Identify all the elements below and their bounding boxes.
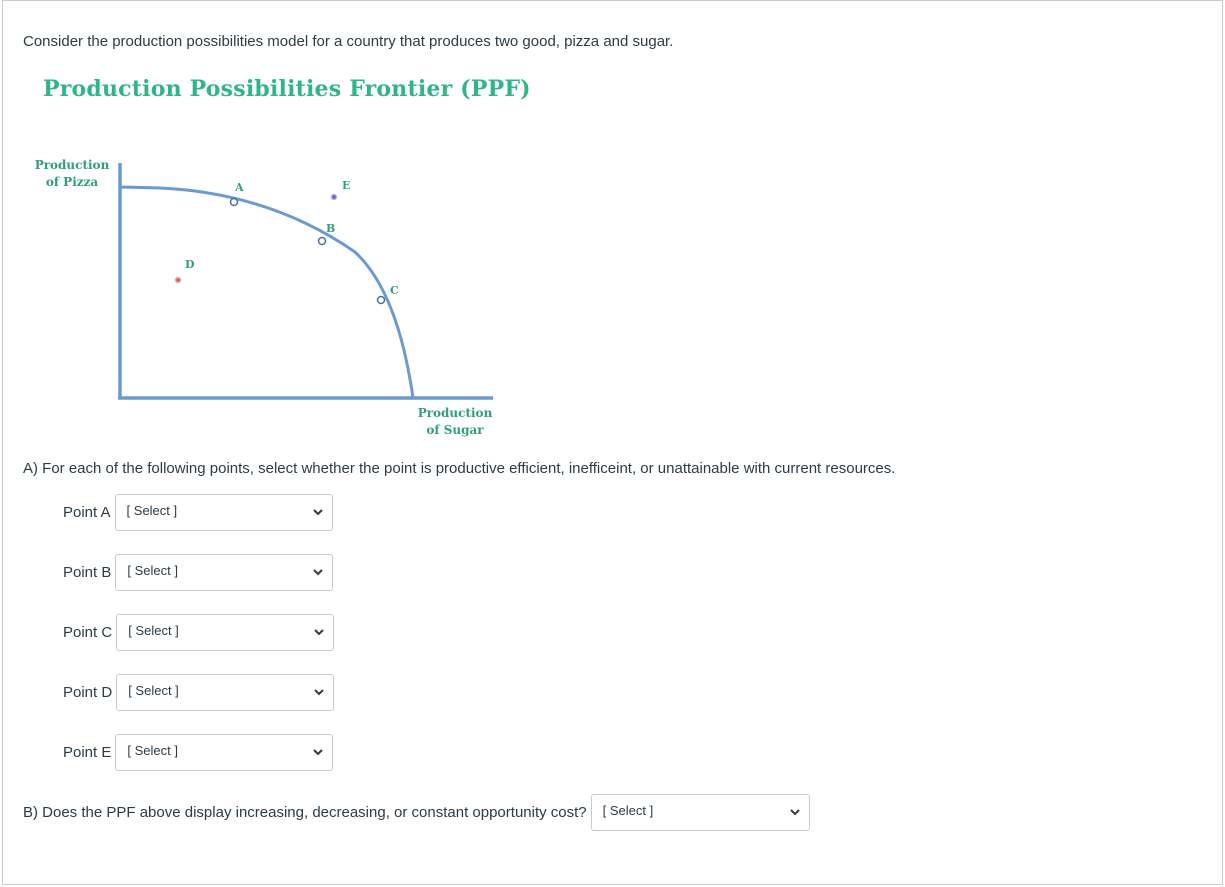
question-b-text: B) Does the PPF above display increasing, decreasing, or constant opportunity cost? (23, 804, 587, 821)
point-e-select-value: [ Select ] (127, 743, 178, 758)
point-d-label: D (185, 258, 195, 271)
point-b-marker (319, 238, 326, 245)
point-a-marker (231, 199, 238, 206)
chevron-down-icon (312, 566, 324, 578)
point-b-label: B (326, 222, 336, 235)
point-b-select[interactable] (115, 554, 333, 591)
point-e-row (63, 734, 333, 771)
point-d-marker (176, 278, 181, 283)
point-b-select-value: [ Select ] (127, 563, 178, 578)
point-d-row-label: Point D (63, 684, 113, 701)
y-axis-label-line2: of Pizza (45, 175, 99, 189)
point-e-marker (332, 195, 337, 200)
point-c-row-label: Point C (63, 624, 113, 641)
graph-title: Production Possibilities Frontier (PPF) (43, 76, 531, 102)
question-a-text: A) For each of the following points, select whether the point is productive efficient, inefficeint, or unattainable with current resources. (23, 460, 896, 477)
point-c-label: C (390, 284, 399, 297)
question-b-select-value: [ Select ] (602, 803, 654, 818)
ppf-curve (120, 187, 413, 398)
x-axis-label-line2: of Sugar (426, 423, 484, 437)
point-c-select[interactable] (116, 614, 334, 651)
chevron-down-icon (789, 806, 801, 818)
y-axis-label-line1: Production (34, 158, 110, 172)
point-a-row (63, 494, 333, 531)
point-b-row (63, 554, 333, 591)
point-b-row-label: Point B (63, 564, 112, 581)
point-d-row (63, 674, 334, 711)
point-e-label: E (342, 179, 351, 192)
point-a-label: A (235, 181, 244, 194)
question-b-row (23, 794, 810, 831)
point-e-select[interactable] (115, 734, 333, 771)
chevron-down-icon (313, 626, 325, 638)
point-a-select[interactable] (115, 494, 333, 531)
point-d-select[interactable] (116, 674, 334, 711)
point-c-row (63, 614, 334, 651)
chevron-down-icon (313, 686, 325, 698)
point-a-row-label: Point A (63, 504, 111, 521)
question-b-select[interactable] (591, 794, 810, 831)
point-c-marker (378, 297, 385, 304)
point-a-select-value: [ Select ] (126, 503, 178, 518)
intro-text: Consider the production possibilities model for a country that produces two good, pizza and sugar. (23, 33, 674, 50)
chevron-down-icon (312, 506, 324, 518)
point-d-select-value: [ Select ] (128, 683, 179, 698)
x-axis-label-line1: Production (417, 406, 493, 420)
point-c-select-value: [ Select ] (128, 623, 179, 638)
point-e-row-label: Point E (63, 744, 112, 761)
chevron-down-icon (312, 746, 324, 758)
